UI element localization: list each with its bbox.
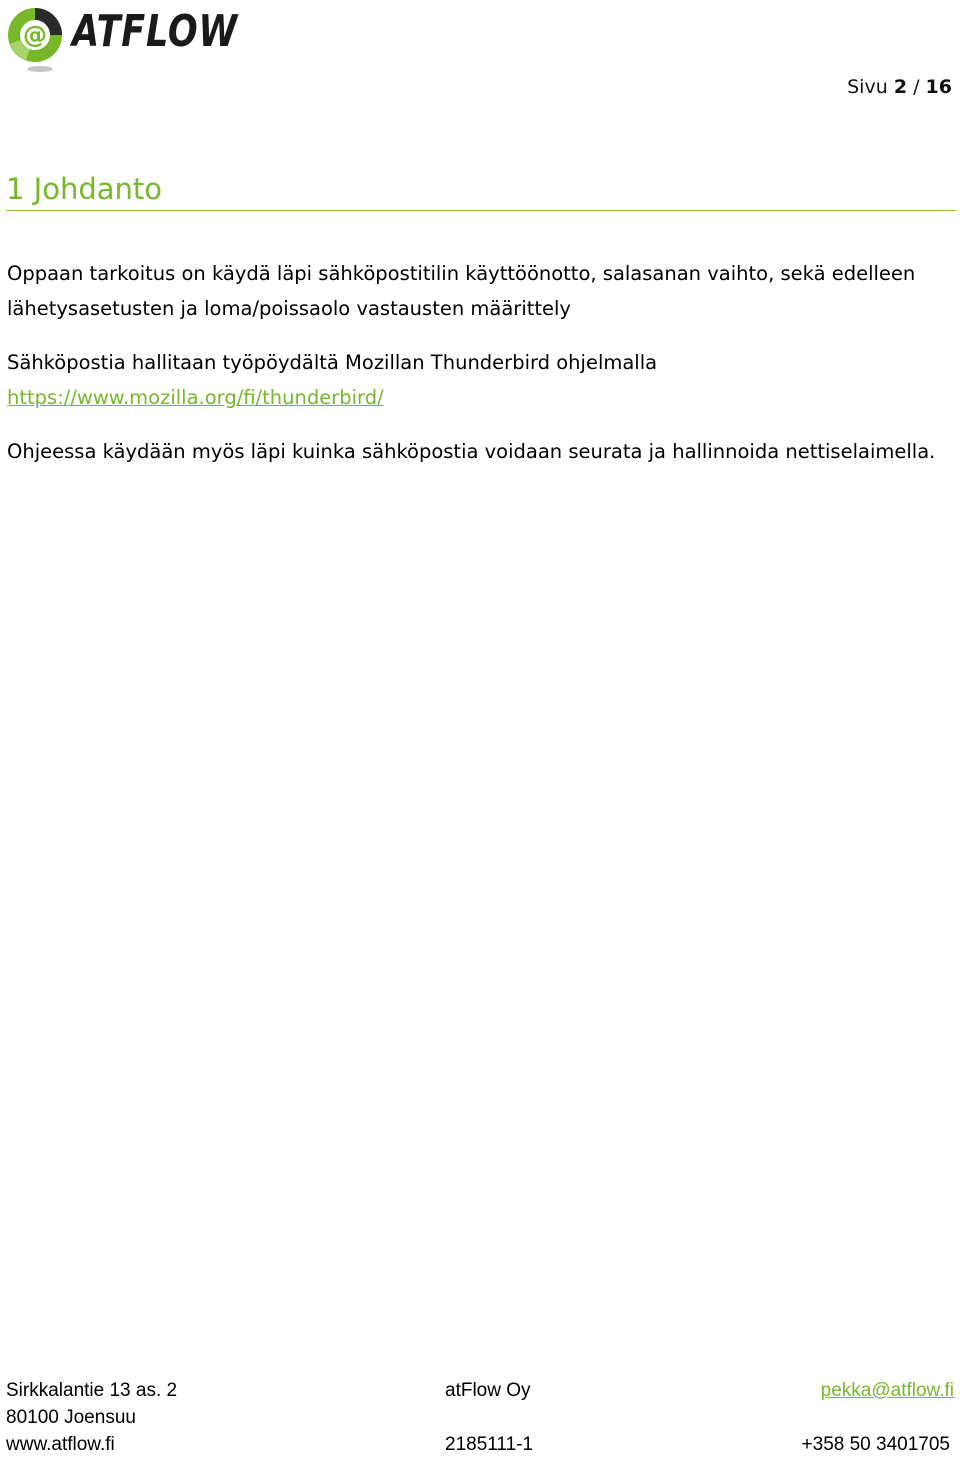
brand-wordmark: ATFLOW xyxy=(69,6,240,57)
thunderbird-link[interactable]: https://www.mozilla.org/fi/thunderbird/ xyxy=(7,386,384,409)
footer-phone: +358 50 3401705 xyxy=(801,1434,950,1455)
footer-email-link[interactable]: pekka@atflow.fi xyxy=(820,1380,954,1401)
section-heading: 1 Johdanto xyxy=(6,172,956,211)
page-footer xyxy=(6,1380,954,1461)
atflow-logo-icon xyxy=(6,2,242,74)
page-number: Sivu 2 / 16 xyxy=(847,76,952,98)
svg-text:@: @ xyxy=(23,21,47,49)
footer-company: atFlow Oy xyxy=(445,1380,531,1401)
footer-address-2: 80100 Joensuu xyxy=(6,1407,136,1428)
intro-paragraph: Oppaan tarkoitus on käydä läpi sähköpostitilin käyttöönotto, salasanan vaihto, sekä edelleen lähetysasetusten ja loma/poissaolo vastausten määrittely xyxy=(7,262,916,320)
page-current: 2 xyxy=(893,76,908,98)
footer-address-1: Sirkkalantie 13 as. 2 xyxy=(6,1380,178,1401)
webmail-paragraph: Ohjeessa käydään myös läpi kuinka sähköpostia voidaan seurata ja hallinnoida nettiselaimella. xyxy=(7,440,936,463)
footer-website: www.atflow.fi xyxy=(6,1434,115,1455)
page-total: 16 xyxy=(925,76,952,98)
footer-business-id: 2185111-1 xyxy=(445,1434,534,1455)
company-logo xyxy=(6,2,242,74)
thunderbird-paragraph: Sähköpostia hallitaan työpöydältä Mozillan Thunderbird ohjelmalla https://www.mozilla.org/fi/thunderbird/ xyxy=(7,351,658,409)
